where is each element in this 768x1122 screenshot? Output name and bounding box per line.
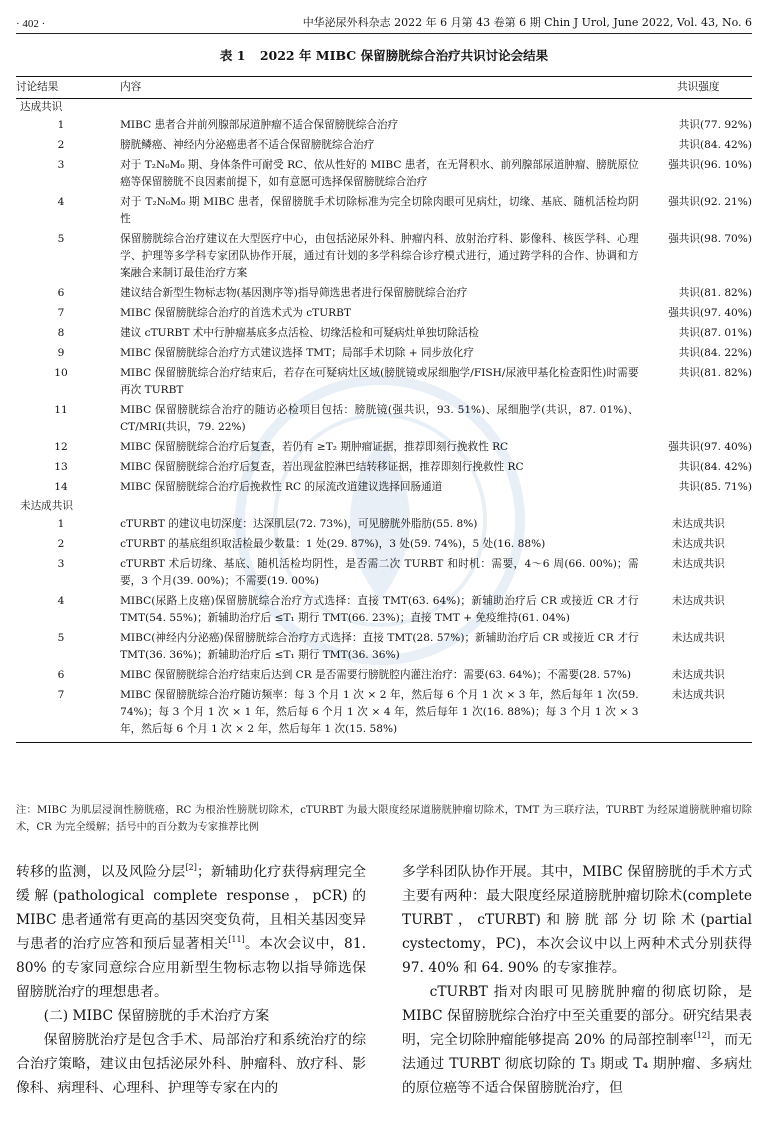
row-content: MIBC 保留膀胱综合治疗后复查，若出现盆腔淋巴结转移证据，推荐即刻行挽救性 RC xyxy=(120,461,524,473)
table-row xyxy=(16,284,752,304)
row-strength: 共识(77. 92%) xyxy=(678,119,752,131)
row-number: 12 xyxy=(54,441,68,453)
body-column-right xyxy=(402,860,752,1100)
row-strength: 共识(84. 42%) xyxy=(678,461,752,473)
row-strength: 共识(87. 01%) xyxy=(678,327,752,339)
row-content: MIBC 保留膀胱综合治疗随访频率：每 3 个月 1 次 × 2 年，然后每 6 个月 1 次 × 3 年，然后每年 1 次(59. 74%)；每 3 个月 1 次 × 1 年，然后每 6 个月 1 次 × 4 年，然后每年 1 次(16. 88%)；每 3 个月 1 次 × 3 年，然后每 6 个月 1 次 × 2 年，然后每年 1 次(15. 58%) xyxy=(120,686,644,743)
citation-ref: [11] xyxy=(228,935,245,944)
table-caption xyxy=(0,46,768,64)
text-run: cTURBT 指对肉眼可见膀胱肿瘤的彻底切除，是 MIBC 保留膀胱综合治疗中至关重要的部分。研究结果表明，完全切除肿瘤能够提高 20% 的局部控制率 xyxy=(402,984,752,1048)
row-number: 7 xyxy=(16,686,120,743)
row-content: MIBC 保留膀胱综合治疗后复查，若仍有 ≥T₂ 期肿瘤证据，推荐即刻行挽救性 RC xyxy=(120,441,509,453)
row-strength: 未达成共识 xyxy=(671,669,725,681)
row-content: cTURBT 的建议电切深度：达深肌层(72. 73%)，可见膀胱外脂肪(55. 8%) xyxy=(120,518,478,530)
table-row xyxy=(16,193,752,230)
row-content: 对于 T₂N₀M₀ 期、身体条件可耐受 RC、依从性好的 MIBC 患者，在无肾积水、前列腺部尿道肿瘤、膀胱原位癌等保留膀胱不良因素前提下，如有意愿可选择保留膀胱综合治疗 xyxy=(120,159,639,188)
table-body xyxy=(16,99,752,743)
table-row xyxy=(16,364,752,401)
row-strength: 未达成共识 xyxy=(671,538,725,550)
row-content: 建议结合新型生物标志物(基因测序等)指导筛选患者进行保留膀胱综合治疗 xyxy=(120,287,468,299)
row-number: 7 xyxy=(57,307,65,319)
table-row xyxy=(16,478,752,498)
row-strength: 未达成共识 xyxy=(645,686,752,743)
row-number: 1 xyxy=(57,119,65,131)
table-row xyxy=(16,535,752,555)
table-note: 注：MIBC 为肌层浸润性膀胱癌，RC 为根治性膀胱切除术，cTURBT 为最大限度经尿道膀胱肿瘤切除术，TMT 为三联疗法，TURBT 为经尿道膀胱肿瘤切除术，CR 为完全缓解；括号中的百分数为专家推荐比例 xyxy=(16,805,752,833)
row-number: 3 xyxy=(57,159,65,171)
text-run: ；新辅助化疗获得病理完全缓解(pathological complete response，pCR)的 MIBC 患者通常有更高的基因突变负荷，且相关基因变异与患者的治疗应答和预后显著相关 xyxy=(16,864,367,952)
page-number: · 402 · xyxy=(16,18,46,30)
text-run: 。本次会议中，81. 80% 的专家同意综合应用新型生物标志物以指导筛选保留膀胱治疗的理想患者。 xyxy=(16,936,366,1000)
row-content: 建议 cTURBT 术中行肿瘤基底多点活检、切缘活检和可疑病灶单独切除活检 xyxy=(120,327,479,339)
paragraph xyxy=(402,980,752,1100)
text-run: ，而无法通过 TURBT 彻底切除的 T₃ 期或 T₄ 期肿瘤、多病灶的原位癌等不适合保留膀胱治疗，但 xyxy=(402,1032,753,1096)
row-number: 6 xyxy=(57,287,65,299)
row-strength: 共识(85. 71%) xyxy=(678,481,752,493)
row-content: 膀胱鳞癌、神经内分泌癌患者不适合保留膀胱综合治疗 xyxy=(120,139,375,151)
row-content: cTURBT 术后切缘、基底、随机活检均阴性，是否需二次 TURBT 和时机：需要，4～6 周(66. 00%)；需要，3 个月(39. 00%)；不需要(19. 00%) xyxy=(120,558,639,587)
table-row xyxy=(16,116,752,136)
row-content: MIBC 保留膀胱综合治疗结束后，若存在可疑病灶区域(膀胱镜或尿细胞学/FISH/尿液甲基化检查阳性)时需要再次 TURBT xyxy=(120,367,639,396)
paragraph xyxy=(16,860,366,1004)
row-number: 11 xyxy=(54,404,68,416)
row-content: cTURBT 的基底组织取活检最少数量：1 处(29. 87%)，3 处(59. 74%)，5 处(16. 88%) xyxy=(120,538,546,550)
row-content: MIBC 患者合并前列腺部尿道肿瘤不适合保留膀胱综合治疗 xyxy=(120,119,399,131)
row-content: MIBC 保留膀胱综合治疗方式建议选择 TMT；局部手术切除 + 同步放化疗 xyxy=(120,347,474,359)
row-number: 8 xyxy=(57,327,65,339)
row-number: 4 xyxy=(57,595,65,607)
row-strength: 强共识(92. 21%) xyxy=(668,196,752,208)
row-content: MIBC 保留膀胱综合治疗结束后达到 CR 是否需要行膀胱腔内灌注治疗：需要(63. 64%)；不需要(28. 57%) xyxy=(120,669,632,681)
row-number: 2 xyxy=(57,139,65,151)
row-strength: 共识(84. 42%) xyxy=(678,139,752,151)
row-number: 3 xyxy=(57,558,65,570)
row-number: 10 xyxy=(54,367,68,379)
citation-ref: [12] xyxy=(693,1031,711,1040)
row-strength: 未达成共识 xyxy=(671,518,725,530)
table-row xyxy=(16,515,752,535)
paragraph: 保留膀胱治疗是包含手术、局部治疗和系统治疗的综合治疗策略，建议由包括泌尿外科、肿瘤科、放疗科、影像科、病理科、心理科、护理等专家在内的 xyxy=(16,1032,366,1096)
row-number: 14 xyxy=(54,481,68,493)
row-strength: 强共识(98. 70%) xyxy=(668,233,752,245)
table-row xyxy=(16,304,752,324)
table-row xyxy=(16,458,752,478)
row-number: 5 xyxy=(57,233,65,245)
row-content: MIBC(神经内分泌癌)保留膀胱综合治疗方式选择：直接 TMT(28. 57%)；新辅助治疗后 CR 或接近 CR 才行 TMT(36. 36%)；新辅助治疗后 ≤T₁ 期行 TMT(36. 36%) xyxy=(120,632,639,661)
running-header xyxy=(16,10,752,34)
row-number: 2 xyxy=(57,538,65,550)
column-header-strength: 共识强度 xyxy=(645,77,752,99)
paragraph: 多学科团队协作开展。其中，MIBC 保留膀胱的手术方式主要有两种：最大限度经尿道膀胱肿瘤切除术(complete TURBT，cTURBT)和膀胱部分切除术(partial cystectomy，PC)，本次会议中以上两种术式分别获得 97. 40% 和 64. 90% 的专家推荐。 xyxy=(402,864,752,976)
row-strength: 共识(84. 22%) xyxy=(678,347,752,359)
row-number: 4 xyxy=(57,196,65,208)
row-strength: 未达成共识 xyxy=(671,595,725,607)
text-run: 转移的监测，以及风险分层 xyxy=(16,864,186,880)
row-strength: 强共识(97. 40%) xyxy=(668,307,752,319)
row-content: 保留膀胱综合治疗建议在大型医疗中心，由包括泌尿外科、肿瘤内科、放射治疗科、影像科、核医学科、心理学、护理等多学科专家团队协作开展，通过有计划的多学科综合诊疗模式进行，通过跨学科的合作、协调和方案融合来制订最佳治疗方案 xyxy=(120,233,639,279)
row-strength: 未达成共识 xyxy=(671,558,725,570)
table-header-row xyxy=(16,77,752,99)
table-title: 2022 年 MIBC 保留膀胱综合治疗共识讨论会结果 xyxy=(259,48,549,63)
table-row xyxy=(16,230,752,284)
group-label-reached: 达成共识 xyxy=(20,101,63,113)
row-content: MIBC(尿路上皮癌)保留膀胱综合治疗方式选择：直接 TMT(63. 64%)；新辅助治疗后 CR 或接近 CR 才行 TMT(54. 55%)；新辅助治疗后 ≤T₁ 期行 TMT(66. 23%)；直接 TMT + 免疫维持(61. 04%) xyxy=(120,595,639,624)
group-row-not-reached xyxy=(16,498,752,515)
table-row xyxy=(16,592,752,629)
table-row xyxy=(16,136,752,156)
table-row xyxy=(16,438,752,458)
journal-citation: 中华泌尿外科杂志 2022 年 6 月第 43 卷第 6 期 Chin J Urol, June 2022, Vol. 43, No. 6 xyxy=(302,16,752,29)
table-row xyxy=(16,666,752,686)
table-number: 表 1 xyxy=(219,48,246,63)
table-row xyxy=(16,156,752,193)
table-row xyxy=(16,686,752,743)
row-content: 对于 T₂N₀M₀ 期 MIBC 患者，保留膀胱手术切除标准为完全切除肉眼可见病灶，切缘、基底、随机活检均阴性 xyxy=(120,196,639,225)
table-row xyxy=(16,629,752,666)
row-number: 1 xyxy=(57,518,65,530)
row-strength: 未达成共识 xyxy=(671,632,725,644)
group-label-not-reached: 未达成共识 xyxy=(20,500,73,512)
row-strength: 共识(81. 82%) xyxy=(678,367,752,379)
row-content: MIBC 保留膀胱综合治疗后挽救性 RC 的尿流改道建议选择回肠通道 xyxy=(120,481,443,493)
row-strength: 强共识(97. 40%) xyxy=(668,441,752,453)
row-number: 5 xyxy=(57,632,65,644)
table-row xyxy=(16,344,752,364)
row-strength: 强共识(96. 10%) xyxy=(668,159,752,171)
row-number: 9 xyxy=(57,347,65,359)
row-content: MIBC 保留膀胱综合治疗的随访必检项目包括：膀胱镜(强共识，93. 51%)、尿细胞学(共识，87. 01%)、CT/MRI(共识，79. 22%) xyxy=(120,404,639,433)
citation-ref: [2] xyxy=(185,863,197,872)
row-strength xyxy=(645,401,752,438)
row-strength: 共识(81. 82%) xyxy=(678,287,752,299)
section-heading: (二) MIBC 保留膀胱的手术治疗方案 xyxy=(43,1008,270,1024)
column-header-content: 内容 xyxy=(120,77,644,99)
column-header-result: 讨论结果 xyxy=(16,77,120,99)
group-row-reached xyxy=(16,99,752,117)
table-row xyxy=(16,555,752,592)
consensus-table xyxy=(16,76,752,743)
table-row xyxy=(16,324,752,344)
body-column-left xyxy=(16,860,366,1100)
row-content: MIBC 保留膀胱综合治疗的首选术式为 cTURBT xyxy=(120,307,351,319)
table-row xyxy=(16,401,752,438)
row-number: 13 xyxy=(54,461,68,473)
row-number: 6 xyxy=(57,669,65,681)
